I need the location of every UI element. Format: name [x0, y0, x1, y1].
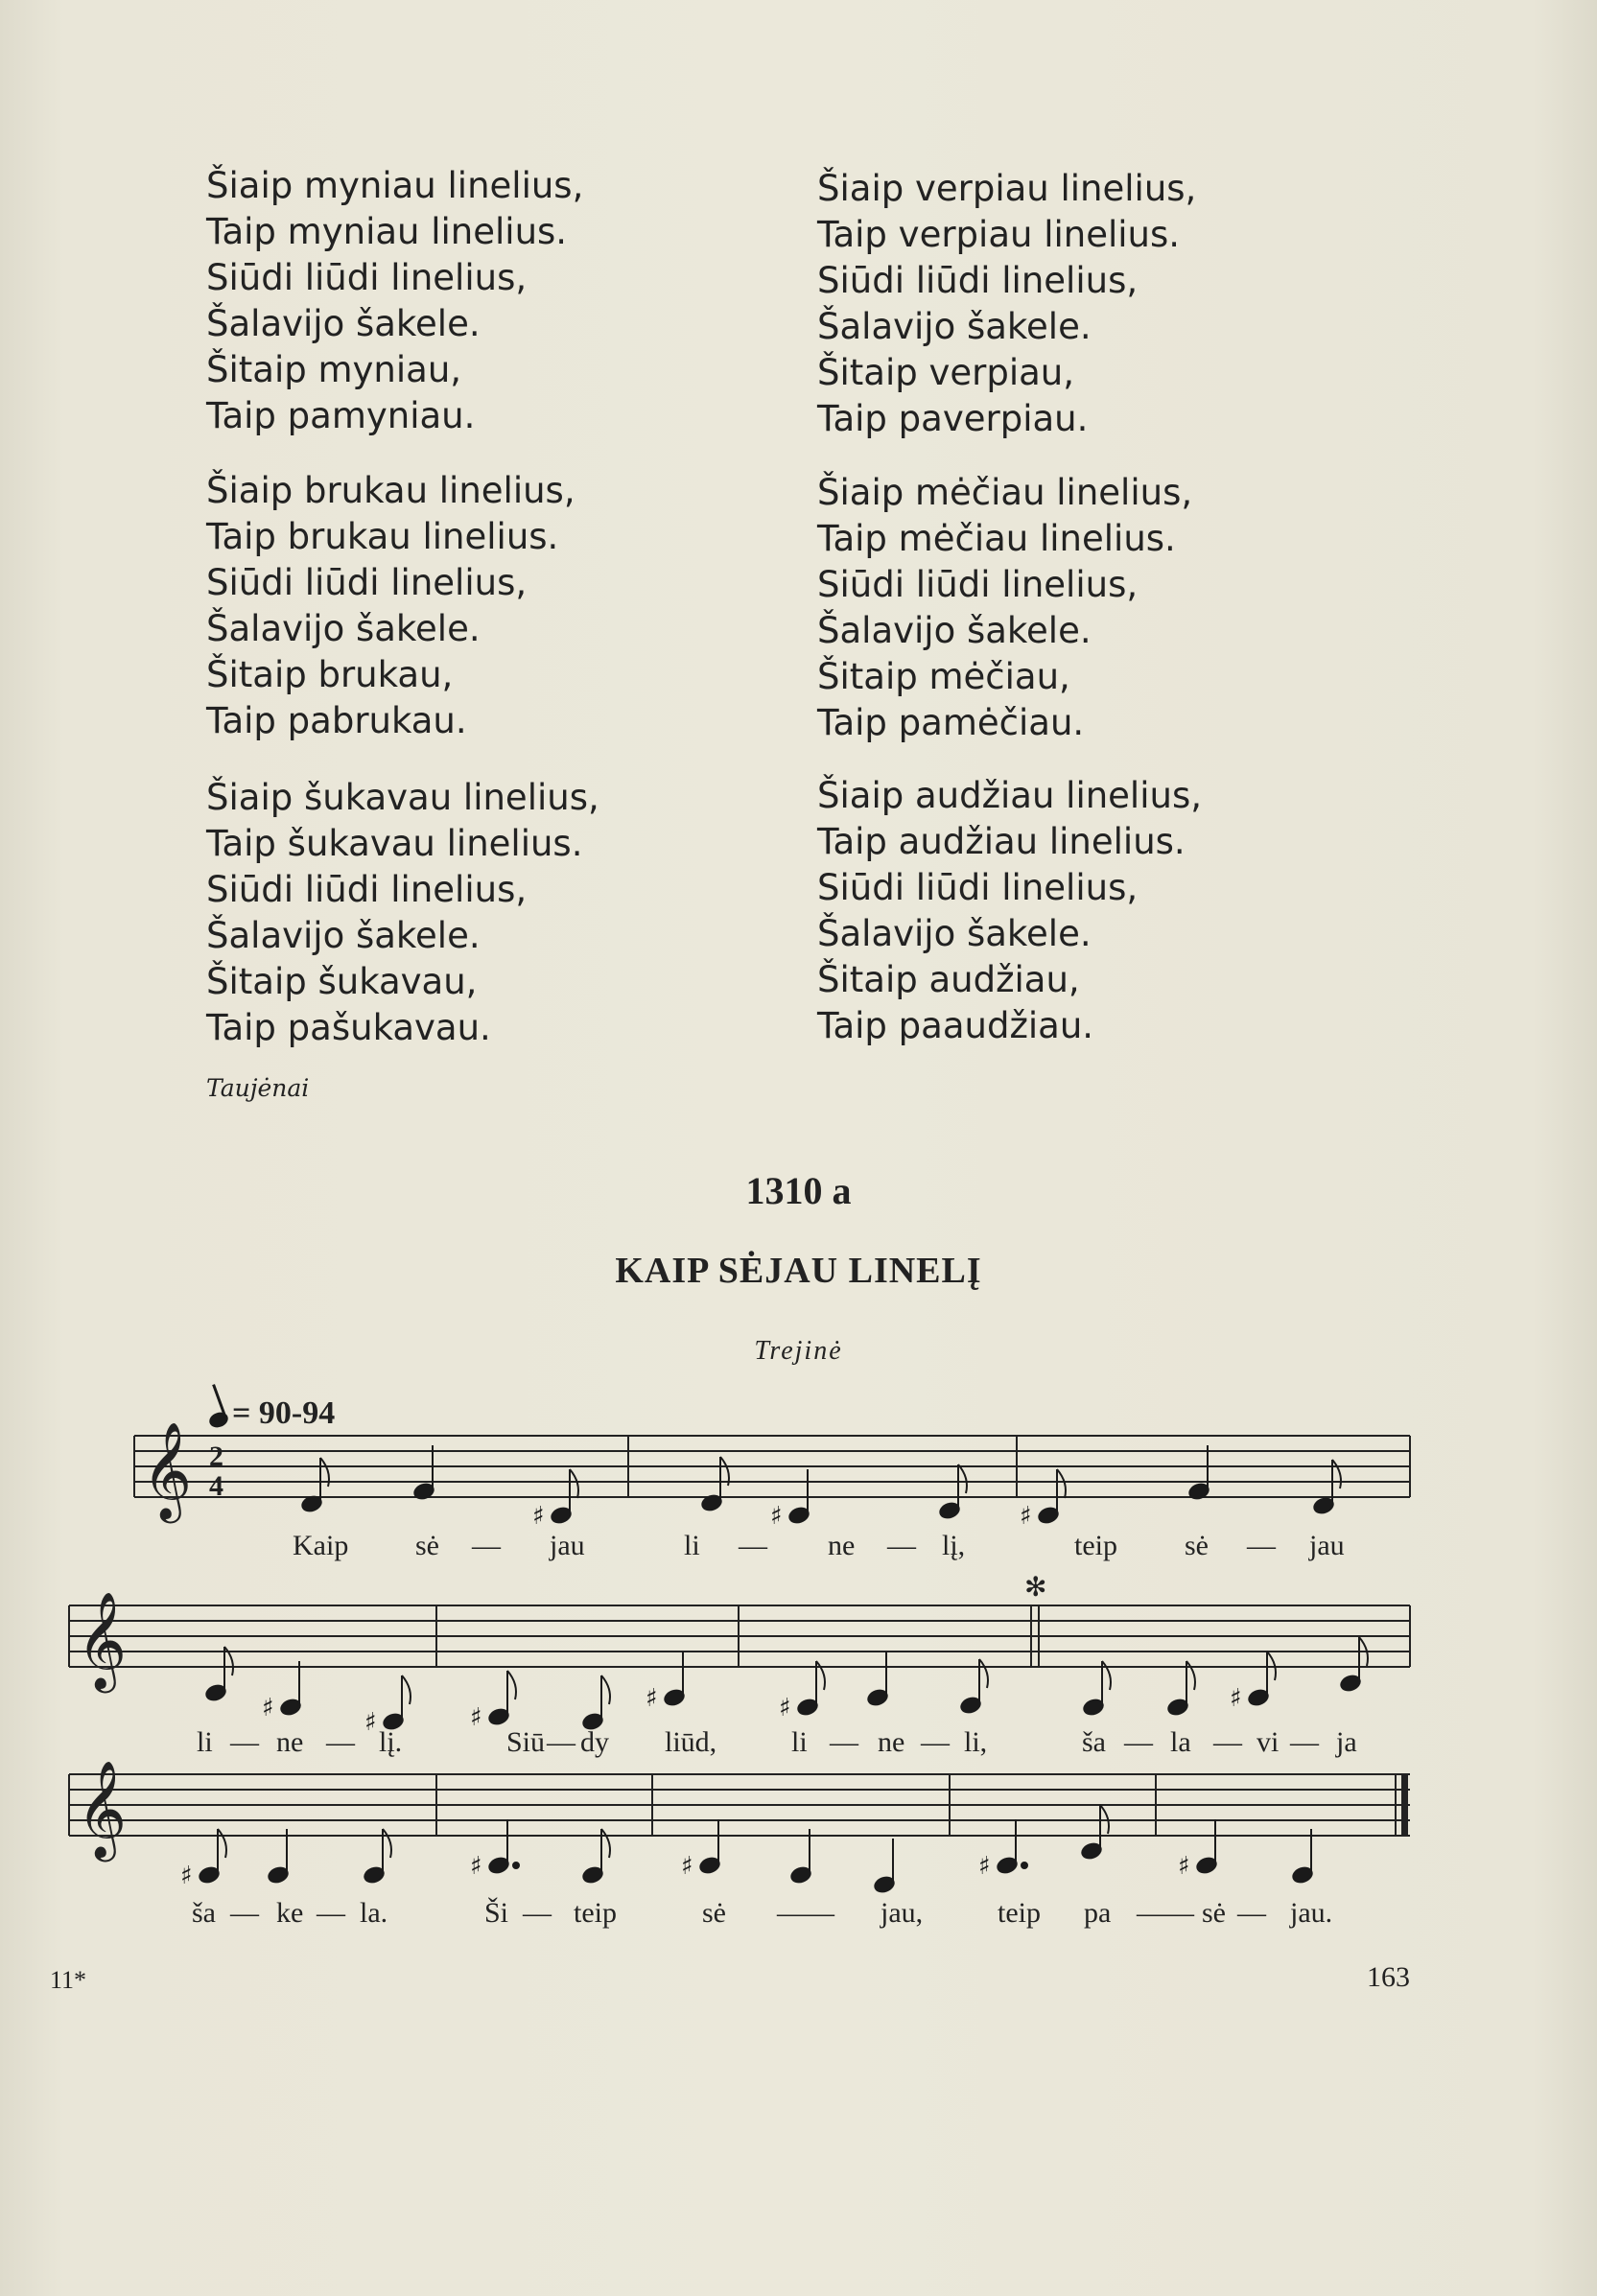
verse-line: Šiaip brukau linelius,	[206, 470, 575, 511]
lyric-syllable: ne	[276, 1726, 304, 1758]
lyric-hyphen: —	[472, 1530, 501, 1561]
note-dot	[513, 1863, 519, 1868]
lyric-syllable: lį.	[379, 1726, 403, 1758]
note-flag	[958, 1464, 967, 1493]
note-flag	[402, 1675, 411, 1704]
lyric-syllable: vi	[1256, 1726, 1280, 1758]
lyric-syllable: sė	[1202, 1897, 1226, 1929]
lyric-hyphen: —	[317, 1897, 345, 1929]
note-flag	[507, 1671, 516, 1699]
note-flag	[1332, 1460, 1341, 1488]
verse-line: Taip mėčiau linelius.	[817, 518, 1176, 559]
verse-line: Šalavijo šakele.	[817, 610, 1092, 651]
tempo-value: = 90-94	[232, 1395, 336, 1431]
verse-line: Taip pabrukau.	[206, 700, 467, 741]
lyric-hyphen: —	[1290, 1726, 1319, 1758]
lyric-syllable: pa	[1084, 1897, 1112, 1929]
verse-line: Šalavijo šakele.	[206, 303, 481, 344]
verse-line: Taip paverpiau.	[817, 398, 1089, 439]
lyric-syllable: ša	[1082, 1726, 1106, 1758]
final-barline	[1401, 1774, 1408, 1836]
sharp-icon: ♯	[470, 1852, 482, 1881]
lyric-hyphen: —	[1247, 1530, 1276, 1561]
lyric-hyphen: —	[230, 1726, 259, 1758]
lyric-hyphen: —	[830, 1726, 858, 1758]
note-flag	[816, 1661, 825, 1690]
lyric-syllable: teip	[998, 1897, 1041, 1929]
lyric-hyphen: —	[1213, 1726, 1242, 1758]
lyric-syllable: jau	[1309, 1530, 1345, 1561]
lyric-syllable: ja	[1336, 1726, 1357, 1758]
verse-line: Šiaip šukavau linelius,	[206, 777, 599, 818]
lyric-syllable: ša	[192, 1897, 216, 1929]
place-of-recording: Taujėnai	[206, 1074, 310, 1102]
sharp-icon: ♯	[1020, 1502, 1032, 1531]
verse-line: Taip audžiau linelius.	[817, 821, 1186, 862]
lyric-syllable: la	[1170, 1726, 1191, 1758]
verse-line: Šitaip audžiau,	[817, 959, 1080, 1000]
note-flag	[570, 1469, 578, 1498]
lyric-hyphen: —	[326, 1726, 355, 1758]
lyric-syllable: li	[684, 1530, 700, 1561]
verse-line: Šiaip mėčiau linelius,	[817, 472, 1193, 513]
lyric-syllable: sė	[702, 1897, 726, 1929]
page-number: 163	[1367, 1961, 1410, 1993]
lyric-hyphen: —	[1124, 1726, 1153, 1758]
sharp-icon: ♯	[532, 1502, 545, 1531]
staff-system-3	[69, 1774, 1410, 1836]
sharp-icon: ♯	[978, 1852, 991, 1881]
sharp-icon: ♯	[364, 1708, 377, 1737]
lyric-syllable: sė	[1185, 1530, 1209, 1561]
verse-line: Taip pamyniau.	[206, 395, 476, 436]
signature-mark: 11*	[50, 1966, 87, 1994]
lyric-hyphen: —	[230, 1897, 259, 1929]
verse-line: Siūdi liūdi linelius,	[206, 869, 528, 910]
verse-line: Šitaip brukau,	[206, 654, 454, 695]
verse-line: Šitaip verpiau,	[817, 352, 1074, 393]
lyric-syllable: ne	[828, 1530, 856, 1561]
sharp-icon: ♯	[1178, 1852, 1190, 1881]
verse-line: Siūdi liūdi linelius,	[206, 257, 528, 298]
verse-line: Taip brukau linelius.	[206, 516, 559, 557]
staff-system-2	[69, 1605, 1410, 1667]
verse-line: Šalavijo šakele.	[206, 608, 481, 649]
note-flag	[601, 1829, 610, 1858]
verse-line: Šalavijo šakele.	[817, 306, 1092, 347]
lyric-syllable: Siū	[506, 1726, 546, 1758]
sharp-icon: ♯	[681, 1852, 693, 1881]
lyric-syllable: jau,	[881, 1897, 924, 1929]
note-flag	[601, 1675, 610, 1704]
lyric-hyphen: —	[547, 1726, 575, 1758]
verse-line: Šiaip verpiau linelius,	[817, 168, 1197, 209]
lyric-hyphen: —	[523, 1897, 552, 1929]
sharp-icon: ♯	[470, 1703, 482, 1732]
verse-line: Siūdi liūdi linelius,	[817, 564, 1139, 605]
lyric-hyphen: ——	[777, 1897, 834, 1929]
verse-line: Siūdi liūdi linelius,	[817, 867, 1139, 908]
treble-clef-icon: 𝄞	[77, 1759, 128, 1858]
treble-clef-icon: 𝄞	[142, 1420, 193, 1519]
sharp-icon: ♯	[779, 1694, 791, 1722]
verse-line: Taip paaudžiau.	[817, 1005, 1094, 1046]
verse-line: Šalavijo šakele.	[206, 915, 481, 956]
verse-line: Siūdi liūdi linelius,	[817, 260, 1139, 301]
note-flag	[1186, 1661, 1195, 1690]
lyric-syllable: li	[791, 1726, 808, 1758]
song-title: KAIP SĖJAU LINELĮ	[615, 1251, 982, 1291]
lyric-syllable: Kaip	[293, 1530, 349, 1561]
lyric-syllable: li,	[964, 1726, 988, 1758]
note-dot	[1022, 1863, 1027, 1868]
lyric-syllable: jau.	[1290, 1897, 1333, 1929]
verse-line: Šitaip myniau,	[206, 349, 462, 390]
song-subtitle: Trejinė	[754, 1336, 843, 1366]
lyric-syllable: liūd,	[665, 1726, 717, 1758]
lyric-hyphen: —	[1237, 1897, 1266, 1929]
time-signature-top: 2	[209, 1441, 223, 1472]
sharp-icon: ♯	[1230, 1684, 1242, 1713]
lyric-hyphen: ——	[1137, 1897, 1194, 1929]
sharp-icon: ♯	[262, 1694, 274, 1722]
lyric-syllable: teip	[574, 1897, 617, 1929]
song-number: 1310 a	[745, 1169, 852, 1212]
time-signature-bottom: 4	[209, 1470, 223, 1502]
note-flag	[1057, 1469, 1066, 1498]
verse-line: Šitaip mėčiau,	[817, 656, 1070, 697]
verse-line: Taip verpiau linelius.	[817, 214, 1181, 255]
treble-clef-icon: 𝄞	[77, 1590, 128, 1689]
verse-line: Taip šukavau linelius.	[206, 823, 583, 864]
sharp-icon: ♯	[180, 1862, 193, 1890]
lyric-syllable: la.	[360, 1897, 388, 1929]
sharp-icon: ♯	[646, 1684, 658, 1713]
verse-line: Šitaip šukavau,	[206, 961, 478, 1002]
sharp-icon: ♯	[770, 1502, 783, 1531]
verse-line: Taip pašukavau.	[206, 1007, 491, 1048]
lyric-syllable: ke	[276, 1897, 304, 1929]
note-flag	[383, 1829, 391, 1858]
verse-line: Šiaip audžiau linelius,	[817, 775, 1202, 816]
verse-line: Šiaip myniau linelius,	[206, 165, 584, 206]
lyric-syllable: jau	[550, 1530, 585, 1561]
lyric-hyphen: —	[739, 1530, 767, 1561]
verse-line: Taip pamėčiau.	[817, 702, 1085, 743]
lyric-syllable: li	[197, 1726, 213, 1758]
lyric-syllable: teip	[1074, 1530, 1117, 1561]
lyric-syllable: Ši	[484, 1897, 509, 1929]
note-flag	[218, 1829, 226, 1858]
lyric-syllable: lį,	[942, 1530, 966, 1561]
lyric-hyphen: —	[921, 1726, 950, 1758]
verse-line: Siūdi liūdi linelius,	[206, 562, 528, 603]
note-flag	[1102, 1661, 1111, 1690]
lyric-syllable: dy	[580, 1726, 609, 1758]
note-flag	[979, 1659, 988, 1688]
lyric-syllable: ne	[878, 1726, 905, 1758]
verse-line: Taip myniau linelius.	[206, 211, 568, 252]
lyric-hyphen: —	[887, 1530, 916, 1561]
lyric-syllable: sė	[415, 1530, 439, 1561]
verse-line: Šalavijo šakele.	[817, 913, 1092, 954]
segno-icon: ✻	[1024, 1571, 1047, 1603]
